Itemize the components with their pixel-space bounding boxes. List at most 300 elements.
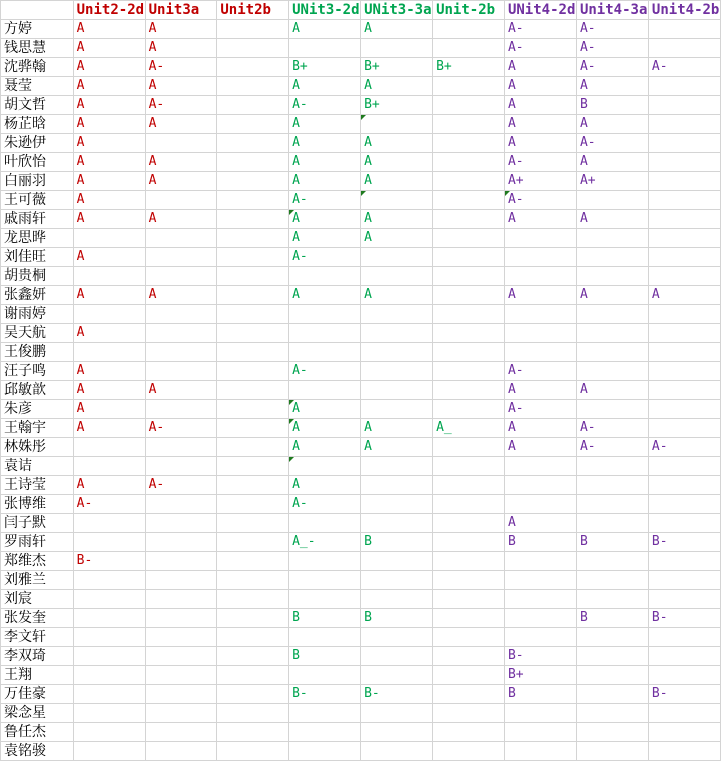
- grade-cell[interactable]: [73, 628, 145, 647]
- grade-cell[interactable]: [73, 704, 145, 723]
- grade-cell[interactable]: [576, 704, 648, 723]
- grade-cell[interactable]: [648, 324, 720, 343]
- grade-cell[interactable]: B-: [648, 609, 720, 628]
- grade-cell[interactable]: [504, 457, 576, 476]
- grade-cell[interactable]: [648, 571, 720, 590]
- grade-cell[interactable]: [361, 666, 433, 685]
- grade-cell[interactable]: A-: [576, 20, 648, 39]
- grade-cell[interactable]: A: [361, 20, 433, 39]
- grade-cell[interactable]: [73, 609, 145, 628]
- grade-cell[interactable]: A: [73, 248, 145, 267]
- grade-cell[interactable]: A: [576, 286, 648, 305]
- column-header[interactable]: Unit2-2d: [73, 1, 145, 20]
- grade-cell[interactable]: [648, 476, 720, 495]
- grade-cell[interactable]: [433, 267, 505, 286]
- grade-cell[interactable]: A-: [504, 400, 576, 419]
- grade-cell[interactable]: [648, 191, 720, 210]
- grade-cell[interactable]: [145, 400, 217, 419]
- grade-cell[interactable]: [433, 704, 505, 723]
- student-name-cell[interactable]: 万佳豪: [1, 685, 74, 704]
- grade-cell[interactable]: [433, 400, 505, 419]
- grade-cell[interactable]: [73, 666, 145, 685]
- column-header[interactable]: Unit-2b: [433, 1, 505, 20]
- grade-cell[interactable]: [433, 96, 505, 115]
- grade-cell[interactable]: [504, 571, 576, 590]
- grade-cell[interactable]: [433, 77, 505, 96]
- grade-cell[interactable]: [361, 628, 433, 647]
- grade-cell[interactable]: [648, 495, 720, 514]
- grade-cell[interactable]: [648, 172, 720, 191]
- grade-cell[interactable]: [361, 552, 433, 571]
- grade-cell[interactable]: [217, 362, 289, 381]
- grade-cell[interactable]: [504, 742, 576, 761]
- grade-cell[interactable]: [648, 381, 720, 400]
- grade-cell[interactable]: A: [73, 134, 145, 153]
- grade-cell[interactable]: [217, 704, 289, 723]
- grade-cell[interactable]: A-: [504, 153, 576, 172]
- grade-cell[interactable]: [361, 495, 433, 514]
- grade-cell[interactable]: [361, 343, 433, 362]
- grade-cell[interactable]: [504, 552, 576, 571]
- grade-cell[interactable]: A: [361, 172, 433, 191]
- grade-cell[interactable]: A: [145, 77, 217, 96]
- grade-cell[interactable]: [361, 191, 433, 210]
- grade-cell[interactable]: A: [289, 115, 361, 134]
- grade-cell[interactable]: A-: [576, 58, 648, 77]
- grade-cell[interactable]: [433, 495, 505, 514]
- corner-cell[interactable]: [1, 1, 74, 20]
- grade-cell[interactable]: A: [361, 134, 433, 153]
- grade-cell[interactable]: [648, 362, 720, 381]
- grade-cell[interactable]: A: [73, 362, 145, 381]
- grade-cell[interactable]: A: [576, 210, 648, 229]
- grade-cell[interactable]: [433, 476, 505, 495]
- grade-cell[interactable]: [433, 39, 505, 58]
- grade-cell[interactable]: A: [289, 400, 361, 419]
- grade-cell[interactable]: A: [73, 476, 145, 495]
- student-name-cell[interactable]: 刘宸: [1, 590, 74, 609]
- grade-cell[interactable]: [289, 704, 361, 723]
- grade-cell[interactable]: [217, 20, 289, 39]
- student-name-cell[interactable]: 刘雅兰: [1, 571, 74, 590]
- grade-cell[interactable]: [433, 172, 505, 191]
- grade-cell[interactable]: [504, 609, 576, 628]
- grade-cell[interactable]: A: [361, 229, 433, 248]
- grade-cell[interactable]: [217, 514, 289, 533]
- grade-cell[interactable]: A-: [145, 476, 217, 495]
- grade-cell[interactable]: [217, 628, 289, 647]
- grade-cell[interactable]: [145, 457, 217, 476]
- student-name-cell[interactable]: 胡贵桐: [1, 267, 74, 286]
- grade-cell[interactable]: [433, 324, 505, 343]
- grade-cell[interactable]: [504, 495, 576, 514]
- grade-cell[interactable]: [217, 115, 289, 134]
- grade-cell[interactable]: B: [361, 533, 433, 552]
- grade-cell[interactable]: A: [73, 419, 145, 438]
- grade-cell[interactable]: [648, 666, 720, 685]
- grade-cell[interactable]: B-: [648, 685, 720, 704]
- grade-cell[interactable]: A-: [576, 134, 648, 153]
- grade-cell[interactable]: [145, 704, 217, 723]
- grade-cell[interactable]: [361, 723, 433, 742]
- student-name-cell[interactable]: 王俊鹏: [1, 343, 74, 362]
- grade-cell[interactable]: [433, 647, 505, 666]
- grade-cell[interactable]: [145, 590, 217, 609]
- grade-cell[interactable]: A: [289, 438, 361, 457]
- student-name-cell[interactable]: 戚雨轩: [1, 210, 74, 229]
- grade-cell[interactable]: [504, 704, 576, 723]
- grade-cell[interactable]: [504, 723, 576, 742]
- grade-cell[interactable]: [576, 191, 648, 210]
- grade-cell[interactable]: [433, 210, 505, 229]
- grade-cell[interactable]: A: [73, 210, 145, 229]
- grade-cell[interactable]: A_-: [289, 533, 361, 552]
- grade-cell[interactable]: A: [504, 381, 576, 400]
- grade-cell[interactable]: [73, 723, 145, 742]
- grade-cell[interactable]: [433, 20, 505, 39]
- grade-cell[interactable]: [217, 647, 289, 666]
- grade-cell[interactable]: A-: [576, 438, 648, 457]
- grade-cell[interactable]: [145, 647, 217, 666]
- grade-cell[interactable]: B: [361, 609, 433, 628]
- grade-cell[interactable]: [289, 552, 361, 571]
- grade-cell[interactable]: A-: [648, 438, 720, 457]
- grade-cell[interactable]: [576, 400, 648, 419]
- grade-cell[interactable]: [576, 495, 648, 514]
- grade-cell[interactable]: A+: [576, 172, 648, 191]
- student-name-cell[interactable]: 李双琦: [1, 647, 74, 666]
- grade-cell[interactable]: B-: [504, 647, 576, 666]
- grade-cell[interactable]: [576, 685, 648, 704]
- student-name-cell[interactable]: 罗雨轩: [1, 533, 74, 552]
- grade-cell[interactable]: [433, 609, 505, 628]
- grade-cell[interactable]: [576, 229, 648, 248]
- student-name-cell[interactable]: 聂莹: [1, 77, 74, 96]
- grade-cell[interactable]: [73, 685, 145, 704]
- grade-cell[interactable]: [217, 58, 289, 77]
- grade-cell[interactable]: [217, 153, 289, 172]
- grade-cell[interactable]: [576, 267, 648, 286]
- grade-cell[interactable]: [504, 267, 576, 286]
- grade-cell[interactable]: A: [145, 39, 217, 58]
- grade-cell[interactable]: [289, 590, 361, 609]
- grade-cell[interactable]: [73, 343, 145, 362]
- grade-cell[interactable]: A-: [648, 58, 720, 77]
- grade-cell[interactable]: [648, 723, 720, 742]
- grade-cell[interactable]: [217, 685, 289, 704]
- grade-cell[interactable]: A: [504, 210, 576, 229]
- grade-cell[interactable]: [145, 723, 217, 742]
- grade-cell[interactable]: [217, 248, 289, 267]
- grade-cell[interactable]: A: [361, 153, 433, 172]
- grade-cell[interactable]: [217, 96, 289, 115]
- grade-cell[interactable]: [73, 571, 145, 590]
- student-name-cell[interactable]: 刘佳旺: [1, 248, 74, 267]
- grade-cell[interactable]: A: [73, 96, 145, 115]
- grade-cell[interactable]: B+: [361, 96, 433, 115]
- grade-cell[interactable]: [73, 438, 145, 457]
- grade-cell[interactable]: [73, 457, 145, 476]
- grade-cell[interactable]: [361, 324, 433, 343]
- grade-cell[interactable]: [504, 628, 576, 647]
- grade-cell[interactable]: [217, 191, 289, 210]
- grade-cell[interactable]: [217, 267, 289, 286]
- grade-cell[interactable]: [217, 438, 289, 457]
- grade-cell[interactable]: A: [289, 153, 361, 172]
- student-name-cell[interactable]: 杨芷晗: [1, 115, 74, 134]
- grade-cell[interactable]: [217, 533, 289, 552]
- grade-cell[interactable]: B+: [433, 58, 505, 77]
- grade-cell[interactable]: [73, 590, 145, 609]
- grade-cell[interactable]: [576, 552, 648, 571]
- grade-cell[interactable]: [289, 723, 361, 742]
- grade-cell[interactable]: [73, 229, 145, 248]
- student-name-cell[interactable]: 吴天航: [1, 324, 74, 343]
- grade-cell[interactable]: B+: [504, 666, 576, 685]
- student-name-cell[interactable]: 叶欣怡: [1, 153, 74, 172]
- grade-cell[interactable]: [145, 438, 217, 457]
- grade-cell[interactable]: [361, 476, 433, 495]
- grade-cell[interactable]: A-: [145, 96, 217, 115]
- student-name-cell[interactable]: 沈骅翰: [1, 58, 74, 77]
- grade-cell[interactable]: [217, 39, 289, 58]
- grade-cell[interactable]: [433, 134, 505, 153]
- grade-cell[interactable]: A: [648, 286, 720, 305]
- grade-cell[interactable]: [217, 324, 289, 343]
- grade-cell[interactable]: A-: [576, 419, 648, 438]
- grade-cell[interactable]: B: [504, 533, 576, 552]
- grade-cell[interactable]: [576, 742, 648, 761]
- column-header[interactable]: UNit4-2d: [504, 1, 576, 20]
- grade-cell[interactable]: A: [73, 20, 145, 39]
- grade-cell[interactable]: [145, 191, 217, 210]
- grade-cell[interactable]: [145, 362, 217, 381]
- grade-cell[interactable]: [217, 229, 289, 248]
- grade-cell[interactable]: [433, 438, 505, 457]
- grade-cell[interactable]: A: [504, 514, 576, 533]
- grade-cell[interactable]: [361, 267, 433, 286]
- grade-cell[interactable]: A: [289, 134, 361, 153]
- grade-cell[interactable]: A-: [289, 248, 361, 267]
- student-name-cell[interactable]: 郑维杰: [1, 552, 74, 571]
- grade-cell[interactable]: [648, 248, 720, 267]
- grade-cell[interactable]: A: [289, 419, 361, 438]
- grade-cell[interactable]: [576, 362, 648, 381]
- grade-cell[interactable]: [433, 305, 505, 324]
- grade-cell[interactable]: A: [73, 58, 145, 77]
- grade-cell[interactable]: A-: [289, 191, 361, 210]
- grade-cell[interactable]: A-: [289, 495, 361, 514]
- grade-cell[interactable]: A: [504, 58, 576, 77]
- grade-cell[interactable]: [576, 571, 648, 590]
- grade-cell[interactable]: [217, 666, 289, 685]
- grade-cell[interactable]: [145, 305, 217, 324]
- grade-cell[interactable]: A: [73, 324, 145, 343]
- grade-cell[interactable]: [648, 77, 720, 96]
- grade-cell[interactable]: A: [289, 286, 361, 305]
- student-name-cell[interactable]: 钱思慧: [1, 39, 74, 58]
- grade-cell[interactable]: [576, 476, 648, 495]
- grade-cell[interactable]: [145, 134, 217, 153]
- grade-cell[interactable]: [433, 742, 505, 761]
- grade-cell[interactable]: [576, 248, 648, 267]
- grade-cell[interactable]: [217, 419, 289, 438]
- grade-cell[interactable]: [145, 685, 217, 704]
- grade-cell[interactable]: [648, 39, 720, 58]
- grade-cell[interactable]: A-: [576, 39, 648, 58]
- student-name-cell[interactable]: 龙思晔: [1, 229, 74, 248]
- grade-cell[interactable]: A: [73, 115, 145, 134]
- grade-cell[interactable]: [145, 628, 217, 647]
- grade-cell[interactable]: A: [361, 438, 433, 457]
- grade-cell[interactable]: [648, 704, 720, 723]
- grade-cell[interactable]: B-: [289, 685, 361, 704]
- grade-cell[interactable]: [504, 590, 576, 609]
- grade-cell[interactable]: A: [289, 476, 361, 495]
- grade-cell[interactable]: [289, 267, 361, 286]
- grade-cell[interactable]: [433, 115, 505, 134]
- grade-cell[interactable]: A: [504, 96, 576, 115]
- grade-cell[interactable]: [433, 514, 505, 533]
- column-header[interactable]: Unit3a: [145, 1, 217, 20]
- grade-cell[interactable]: B: [576, 96, 648, 115]
- grade-cell[interactable]: [433, 362, 505, 381]
- grade-cell[interactable]: [433, 286, 505, 305]
- grade-cell[interactable]: [145, 248, 217, 267]
- grade-cell[interactable]: B+: [289, 58, 361, 77]
- grade-cell[interactable]: [289, 742, 361, 761]
- grade-cell[interactable]: [433, 628, 505, 647]
- grade-cell[interactable]: [289, 628, 361, 647]
- student-name-cell[interactable]: 鲁任杰: [1, 723, 74, 742]
- grade-cell[interactable]: B: [289, 647, 361, 666]
- grade-cell[interactable]: [361, 381, 433, 400]
- grade-cell[interactable]: [648, 400, 720, 419]
- grade-cell[interactable]: A: [504, 286, 576, 305]
- grade-cell[interactable]: [217, 571, 289, 590]
- grade-cell[interactable]: [648, 742, 720, 761]
- grade-cell[interactable]: [576, 666, 648, 685]
- grade-cell[interactable]: B-: [73, 552, 145, 571]
- grade-cell[interactable]: [73, 267, 145, 286]
- grade-cell[interactable]: [433, 248, 505, 267]
- grade-cell[interactable]: A: [361, 77, 433, 96]
- grade-cell[interactable]: A: [73, 381, 145, 400]
- grade-cell[interactable]: A: [289, 229, 361, 248]
- grade-cell[interactable]: [361, 571, 433, 590]
- grade-cell[interactable]: A: [145, 115, 217, 134]
- student-name-cell[interactable]: 袁铭骏: [1, 742, 74, 761]
- grade-cell[interactable]: [217, 77, 289, 96]
- grade-cell[interactable]: [145, 267, 217, 286]
- student-name-cell[interactable]: 张发奎: [1, 609, 74, 628]
- grade-cell[interactable]: [361, 704, 433, 723]
- grade-cell[interactable]: [648, 20, 720, 39]
- grade-cell[interactable]: A: [361, 419, 433, 438]
- grade-cell[interactable]: A-: [504, 362, 576, 381]
- student-name-cell[interactable]: 王诗莹: [1, 476, 74, 495]
- student-name-cell[interactable]: 朱逊伊: [1, 134, 74, 153]
- grade-cell[interactable]: [217, 286, 289, 305]
- grade-cell[interactable]: [504, 305, 576, 324]
- grade-cell[interactable]: A: [289, 20, 361, 39]
- column-header[interactable]: UNit3-2d: [289, 1, 361, 20]
- grade-cell[interactable]: A: [361, 210, 433, 229]
- grade-cell[interactable]: [361, 115, 433, 134]
- grade-cell[interactable]: B-: [648, 533, 720, 552]
- grade-cell[interactable]: A: [145, 172, 217, 191]
- grade-cell[interactable]: A: [504, 419, 576, 438]
- grade-cell[interactable]: B: [576, 609, 648, 628]
- student-name-cell[interactable]: 谢雨婷: [1, 305, 74, 324]
- grade-cell[interactable]: [576, 514, 648, 533]
- grade-cell[interactable]: [361, 457, 433, 476]
- grade-cell[interactable]: [289, 305, 361, 324]
- grade-cell[interactable]: [648, 134, 720, 153]
- grade-cell[interactable]: [361, 39, 433, 58]
- grade-cell[interactable]: [576, 647, 648, 666]
- grade-cell[interactable]: [145, 609, 217, 628]
- grade-cell[interactable]: [433, 381, 505, 400]
- grade-cell[interactable]: A: [73, 172, 145, 191]
- student-name-cell[interactable]: 闫子默: [1, 514, 74, 533]
- grade-cell[interactable]: A-: [504, 39, 576, 58]
- student-name-cell[interactable]: 袁诘: [1, 457, 74, 476]
- grade-cell[interactable]: [504, 476, 576, 495]
- grade-cell[interactable]: [361, 647, 433, 666]
- column-header[interactable]: Unit2b: [217, 1, 289, 20]
- grade-cell[interactable]: A-: [73, 495, 145, 514]
- grade-cell[interactable]: [145, 229, 217, 248]
- grade-cell[interactable]: A: [145, 20, 217, 39]
- grade-cell[interactable]: [73, 647, 145, 666]
- grade-cell[interactable]: [217, 476, 289, 495]
- grade-cell[interactable]: [433, 153, 505, 172]
- student-name-cell[interactable]: 李文轩: [1, 628, 74, 647]
- grade-cell[interactable]: [73, 742, 145, 761]
- grade-cell[interactable]: [648, 96, 720, 115]
- grade-cell[interactable]: [217, 609, 289, 628]
- grade-cell[interactable]: [289, 324, 361, 343]
- grade-cell[interactable]: A-: [289, 362, 361, 381]
- grade-cell[interactable]: [576, 457, 648, 476]
- grade-cell[interactable]: [648, 457, 720, 476]
- grade-cell[interactable]: [217, 742, 289, 761]
- grade-cell[interactable]: B+: [361, 58, 433, 77]
- grade-cell[interactable]: [217, 305, 289, 324]
- grade-cell[interactable]: A-: [289, 96, 361, 115]
- grade-cell[interactable]: [145, 343, 217, 362]
- grade-cell[interactable]: [145, 666, 217, 685]
- grade-cell[interactable]: [289, 343, 361, 362]
- grade-cell[interactable]: A: [145, 210, 217, 229]
- grade-cell[interactable]: A: [504, 115, 576, 134]
- grade-cell[interactable]: A: [289, 210, 361, 229]
- student-name-cell[interactable]: 汪子鸣: [1, 362, 74, 381]
- grade-cell[interactable]: [145, 514, 217, 533]
- grade-cell[interactable]: A-: [504, 191, 576, 210]
- grade-cell[interactable]: A: [504, 438, 576, 457]
- grade-cell[interactable]: [433, 666, 505, 685]
- grade-cell[interactable]: A: [289, 172, 361, 191]
- grade-cell[interactable]: [648, 419, 720, 438]
- grade-cell[interactable]: [576, 590, 648, 609]
- column-header[interactable]: Unit4-3a: [576, 1, 648, 20]
- grade-cell[interactable]: A: [145, 381, 217, 400]
- column-header[interactable]: UNit3-3a: [361, 1, 433, 20]
- student-name-cell[interactable]: 梁念星: [1, 704, 74, 723]
- grade-cell[interactable]: [576, 723, 648, 742]
